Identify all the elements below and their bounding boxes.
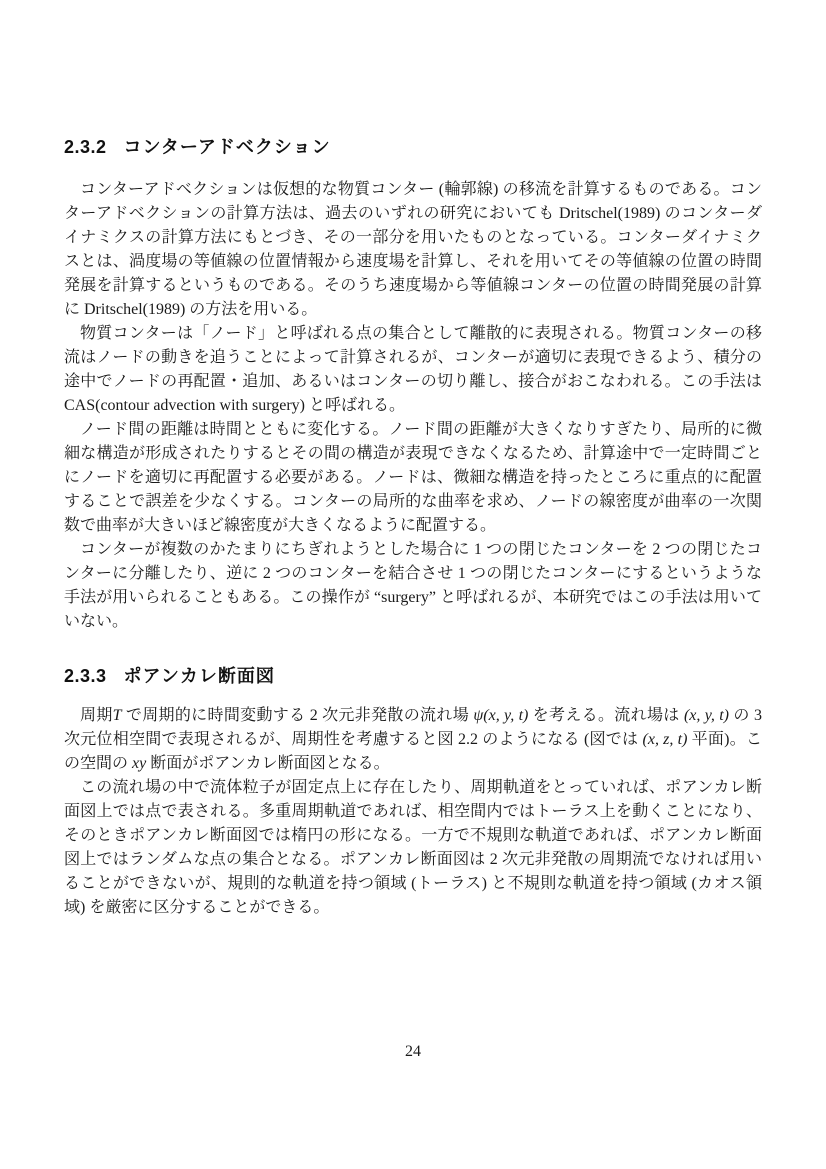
- section-2-3-3-heading: [64, 665, 762, 687]
- section-2-3-2: [64, 136, 762, 634]
- text-run: コンターアドベクションは仮想的な物質コンター (輪郭線) の移流を計算するものである。コンターアドベクションの計算方法は、過去のいずれの研究においても Dritschel(1989) のコンターダイナミクスの計算方法にもとづき、その一部分を用いたものとなっている。コンターダイナミクスとは、渦度場の等値線の位置情報から速度場を計算し、それを用いてその等値線の位置の時間発展を計算するというものである。そのうち速度場から等値線コンターの位置の時間発展の計算に Dritschel(1989) の方法を用いる。: [64, 181, 762, 318]
- text-run: 断面がポアンカレ断面図となる。: [146, 755, 390, 772]
- text-run: コンターが複数のかたまりにちぎれようとした場合に 1 つの閉じたコンターを 2 つの閉じたコンターに分離したり、逆に 2 つのコンターを結合させ 1 つの閉じたコンターにするというような手法が用いられることもある。この操作が “surgery” と呼ばれるが、本研究ではこの手法は用いていない。: [64, 541, 762, 630]
- text-run: ノード間の距離は時間とともに変化する。ノード間の距離が大きくなりすぎたり、局所的に微細な構造が形成されたりするとその間の構造が表現できなくなるため、計算途中で一定時間ごとにノードを適切に再配置する必要がある。ノードは、微細な構造を持ったところに重点的に配置することで誤差を少なくする。コンターの局所的な曲率を求め、ノードの線密度が曲率の一次関数で曲率が大きいほど線密度が大きくなるように配置する。: [64, 421, 762, 534]
- page-number: 24: [405, 1043, 421, 1060]
- text-run: 周期: [80, 707, 113, 724]
- math-inline: (x, z, t): [642, 731, 688, 748]
- section-2-3-3: [64, 665, 762, 920]
- paragraph: [64, 776, 762, 920]
- math-inline: xy: [132, 755, 147, 772]
- math-inline: T: [112, 707, 122, 724]
- section-title: コンターアドベクション: [123, 137, 331, 157]
- text-run: この流れ場の中で流体粒子が固定点上に存在したり、周期軌道をとっていれば、ポアンカレ断面図上では点で表される。多重周期軌道であれば、相空間内ではトーラス上を動くことになり、そのときポアンカレ断面図では楕円の形になる。一方で不規則な軌道であれば、ポアンカレ断面図上ではランダムな点の集合となる。ポアンカレ断面図は 2 次元非発散の周期流でなければ用いることができないが、規則的な軌道を持つ領域 (トーラス) と不規則な軌道を持つ領域 (カオス領域) を厳密に区分することができる。: [64, 779, 762, 916]
- text-run: で周期的に時間変動する 2 次元非発散の流れ場: [121, 707, 474, 724]
- text-run: の 3 次元位相空間で表現されるが、周期性を考慮すると図 2.2 のようになる (図では: [64, 707, 762, 748]
- section-number: 2.3.3: [64, 666, 107, 686]
- paragraph: [64, 704, 762, 776]
- text-run: を考える。流れ場は: [528, 707, 684, 724]
- math-inline: ψ(x, y, t): [473, 707, 529, 724]
- paragraph: [64, 178, 762, 322]
- paragraph: [64, 418, 762, 538]
- paragraph: [64, 322, 762, 418]
- text-run: 物質コンターは「ノード」と呼ばれる点の集合として離散的に表現される。物質コンターの移流はノードの動きを追うことによって計算されるが、コンターが適切に表現できるよう、積分の途中でノードの再配置・追加、あるいはコンターの切り離し、接合がおこなわれる。この手法は CAS(contour advection with surgery) と呼ばれる。: [64, 325, 762, 414]
- page-content: [64, 136, 762, 920]
- math-inline: (x, y, t): [683, 707, 730, 724]
- section-2-3-2-heading: [64, 136, 762, 158]
- section-number: 2.3.2: [64, 137, 107, 157]
- section-title: ポアンカレ断面図: [123, 666, 275, 686]
- text-run: 平面)。この空間の: [64, 731, 762, 772]
- paragraph: [64, 538, 762, 634]
